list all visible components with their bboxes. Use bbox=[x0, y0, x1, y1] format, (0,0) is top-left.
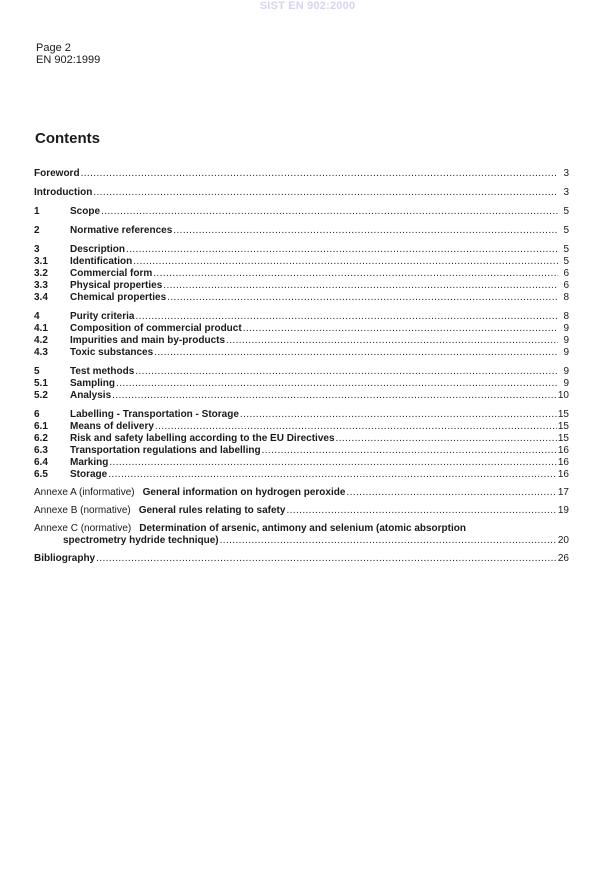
toc-dot-leader bbox=[173, 225, 558, 237]
toc-entry-title: Test methods bbox=[70, 366, 135, 377]
toc-section-number: 3.4 bbox=[34, 292, 48, 303]
toc-dot-leader bbox=[243, 323, 558, 335]
toc-page-number: 9 bbox=[563, 347, 569, 358]
toc-entry[interactable] bbox=[34, 457, 569, 469]
toc-entry[interactable] bbox=[34, 347, 569, 359]
toc-entry[interactable] bbox=[34, 225, 569, 237]
toc-entry[interactable] bbox=[34, 505, 569, 517]
toc-page-number: 19 bbox=[557, 505, 569, 516]
toc-entry[interactable] bbox=[34, 323, 569, 335]
toc-entry[interactable] bbox=[34, 168, 569, 180]
toc-section-number: 3.1 bbox=[34, 256, 48, 267]
toc-page-number: 6 bbox=[563, 268, 569, 279]
toc-entry-title: Commercial form bbox=[70, 268, 153, 279]
toc-entry[interactable] bbox=[34, 335, 569, 347]
toc-dot-leader bbox=[336, 433, 557, 445]
toc-page-number: 9 bbox=[563, 378, 569, 389]
toc-page-number: 15 bbox=[557, 409, 569, 420]
toc-section-number: 5.1 bbox=[34, 378, 48, 389]
toc-dot-leader bbox=[220, 535, 557, 547]
toc-page-number: 9 bbox=[563, 366, 569, 377]
toc-entry[interactable] bbox=[34, 244, 569, 256]
toc-entry-title: Means of delivery bbox=[70, 421, 154, 432]
toc-entry[interactable] bbox=[34, 487, 569, 499]
toc-entry-title: Impurities and main by-products bbox=[70, 335, 226, 346]
toc-section-number: 6 bbox=[34, 409, 40, 420]
toc-dot-leader bbox=[93, 187, 558, 199]
page-header bbox=[36, 42, 100, 66]
toc-entry-title: General information on hydrogen peroxide bbox=[142, 487, 346, 498]
toc-entry[interactable] bbox=[34, 268, 569, 280]
toc-page-number: 8 bbox=[563, 311, 569, 322]
toc-entry-title: Marking bbox=[70, 457, 109, 468]
toc-page-number: 10 bbox=[557, 390, 569, 401]
toc-page-number: 5 bbox=[563, 244, 569, 255]
toc-dot-leader bbox=[262, 445, 557, 457]
toc-entry[interactable] bbox=[34, 378, 569, 390]
toc-page-number: 26 bbox=[557, 553, 569, 564]
toc-entry[interactable] bbox=[34, 280, 569, 292]
toc-dot-leader bbox=[155, 421, 557, 433]
toc-dot-leader bbox=[163, 280, 558, 292]
toc-entry[interactable] bbox=[34, 523, 569, 535]
toc-page-number: 15 bbox=[557, 421, 569, 432]
toc-annex-prefix: Annexe B (normative) bbox=[34, 505, 131, 516]
toc-section-number: 5.2 bbox=[34, 390, 48, 401]
toc-entry-title: Identification bbox=[70, 256, 133, 267]
toc-entry[interactable] bbox=[34, 311, 569, 323]
toc-page-number: 9 bbox=[563, 323, 569, 334]
toc-entry-title: Composition of commercial product bbox=[70, 323, 242, 334]
toc-section-number: 4 bbox=[34, 311, 40, 322]
toc-entry[interactable] bbox=[34, 206, 569, 218]
toc-section-number: 4.2 bbox=[34, 335, 48, 346]
toc-entry-title: Scope bbox=[70, 206, 101, 217]
contents-title: Contents bbox=[35, 130, 100, 147]
toc-section-number: 5 bbox=[34, 366, 40, 377]
toc-page-number: 16 bbox=[557, 445, 569, 456]
toc-annex-prefix: Annexe C (normative) bbox=[34, 523, 132, 534]
toc-entry-title: spectrometry hydride technique) bbox=[63, 535, 219, 546]
toc-entry-title: Normative references bbox=[70, 225, 173, 236]
toc-dot-leader bbox=[135, 311, 558, 323]
toc-page-number: 17 bbox=[557, 487, 569, 498]
toc-dot-leader bbox=[108, 469, 557, 481]
toc-section-number: 3 bbox=[34, 244, 40, 255]
toc-page-number: 3 bbox=[563, 187, 569, 198]
toc-dot-leader bbox=[135, 366, 558, 378]
toc-dot-leader bbox=[240, 409, 557, 421]
toc-dot-leader bbox=[112, 390, 557, 402]
toc-dot-leader bbox=[133, 256, 558, 268]
standard-number: EN 902:1999 bbox=[36, 54, 101, 66]
toc-entry[interactable] bbox=[34, 433, 569, 445]
toc-dot-leader bbox=[126, 244, 558, 256]
toc-entry[interactable] bbox=[34, 187, 569, 199]
toc-entry-title: Bibliography bbox=[34, 553, 96, 564]
toc-entry-title: Storage bbox=[70, 469, 108, 480]
toc-section-number: 3.3 bbox=[34, 280, 48, 291]
page-number: Page 2 bbox=[36, 42, 71, 54]
toc-entry-title: General rules relating to safety bbox=[138, 505, 286, 516]
table-of-contents bbox=[34, 168, 569, 565]
toc-dot-leader bbox=[167, 292, 558, 304]
toc-page-number: 16 bbox=[557, 469, 569, 480]
toc-dot-leader bbox=[96, 553, 557, 565]
toc-section-number: 6.5 bbox=[34, 469, 48, 480]
toc-page-number: 8 bbox=[563, 292, 569, 303]
toc-page-number: 5 bbox=[563, 225, 569, 236]
toc-section-number: 6.3 bbox=[34, 445, 48, 456]
toc-page-number: 5 bbox=[563, 256, 569, 267]
toc-annex-prefix: Annexe A (informative) bbox=[34, 487, 135, 498]
toc-dot-leader bbox=[226, 335, 558, 347]
toc-entry-title: Purity criteria bbox=[70, 311, 135, 322]
toc-dot-leader bbox=[81, 168, 558, 180]
toc-page-number: 3 bbox=[563, 168, 569, 179]
toc-dot-leader bbox=[153, 268, 558, 280]
toc-entry[interactable] bbox=[34, 469, 569, 481]
toc-page-number: 5 bbox=[563, 206, 569, 217]
toc-entry-title: Description bbox=[70, 244, 126, 255]
toc-entry[interactable] bbox=[34, 292, 569, 304]
toc-entry[interactable] bbox=[34, 409, 569, 421]
toc-section-number: 4.3 bbox=[34, 347, 48, 358]
toc-entry[interactable] bbox=[34, 366, 569, 378]
toc-page-number: 9 bbox=[563, 335, 569, 346]
toc-page-number: 20 bbox=[557, 535, 569, 546]
toc-section-number: 2 bbox=[34, 225, 40, 236]
toc-entry-title: Sampling bbox=[70, 378, 116, 389]
toc-entry-title: Labelling - Transportation - Storage bbox=[70, 409, 239, 420]
toc-entry[interactable] bbox=[34, 256, 569, 268]
toc-entry[interactable] bbox=[34, 390, 569, 402]
toc-section-number: 6.2 bbox=[34, 433, 48, 444]
toc-section-number: 1 bbox=[34, 206, 40, 217]
toc-entry[interactable] bbox=[34, 553, 569, 565]
toc-dot-leader bbox=[116, 378, 558, 390]
watermark-standard-id: SIST EN 902:2000 bbox=[259, 0, 356, 12]
toc-entry[interactable] bbox=[34, 535, 569, 547]
toc-entry-title: Determination of arsenic, antimony and selenium (atomic absorption bbox=[139, 523, 466, 534]
toc-entry-title: Foreword bbox=[34, 168, 80, 179]
toc-entry[interactable] bbox=[34, 421, 569, 433]
toc-dot-leader bbox=[346, 487, 556, 499]
toc-entry-title: Transportation regulations and labelling bbox=[70, 445, 261, 456]
toc-section-number: 4.1 bbox=[34, 323, 48, 334]
toc-entry-title: Chemical properties bbox=[70, 292, 167, 303]
toc-page-number: 15 bbox=[557, 433, 569, 444]
toc-entry-title: Toxic substances bbox=[70, 347, 154, 358]
toc-entry-title: Physical properties bbox=[70, 280, 163, 291]
toc-dot-leader bbox=[286, 505, 556, 517]
toc-section-number: 6.4 bbox=[34, 457, 48, 468]
toc-section-number: 3.2 bbox=[34, 268, 48, 279]
toc-dot-leader bbox=[154, 347, 558, 359]
toc-dot-leader bbox=[101, 206, 558, 218]
toc-entry-title: Introduction bbox=[34, 187, 93, 198]
toc-entry-title: Analysis bbox=[70, 390, 112, 401]
toc-section-number: 6.1 bbox=[34, 421, 48, 432]
toc-page-number: 16 bbox=[557, 457, 569, 468]
toc-entry[interactable] bbox=[34, 445, 569, 457]
toc-entry-title: Risk and safety labelling according to the EU Directives bbox=[70, 433, 335, 444]
toc-dot-leader bbox=[109, 457, 557, 469]
toc-page-number: 6 bbox=[563, 280, 569, 291]
